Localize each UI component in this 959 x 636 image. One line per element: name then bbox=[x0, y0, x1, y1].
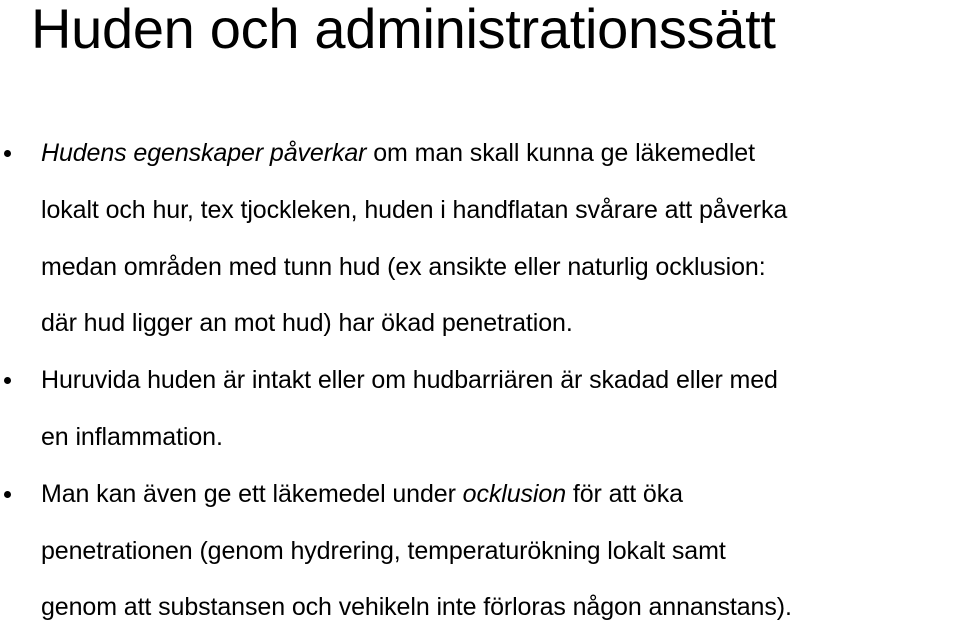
text-line: penetrationen (genom hydrering, temperaturökning lokalt samt bbox=[41, 536, 726, 565]
italic-phrase: Hudens egenskaper påverkar bbox=[41, 139, 367, 167]
bullet-item-skin-barrier bbox=[0, 352, 959, 466]
line-text: Man kan även ge ett läkemedel under bbox=[41, 479, 463, 508]
text-line: en inflammation. bbox=[41, 422, 223, 451]
bullet-icon bbox=[4, 491, 11, 498]
text-line: Huruvida huden är intakt eller om hudbarriären är skadad eller med bbox=[41, 366, 778, 395]
text-line: lokalt och hur, tex tjockleken, huden i handflatan svårare att påverka bbox=[41, 195, 788, 224]
bullet-list bbox=[0, 125, 959, 636]
line-text: för att öka bbox=[566, 479, 683, 508]
text-line: där hud ligger an mot hud) har ökad penetration. bbox=[41, 309, 573, 338]
text-line: genom att substansen och vehikeln inte förloras någon annanstans). bbox=[41, 593, 792, 622]
text-line bbox=[41, 125, 959, 182]
slide-title: Huden och administrationssätt bbox=[31, 0, 776, 60]
bullet-icon bbox=[4, 150, 11, 157]
text-line: medan områden med tunn hud (ex ansikte eller naturlig ocklusion: bbox=[41, 252, 766, 281]
text-line bbox=[41, 466, 959, 523]
bullet-item-occlusion bbox=[0, 466, 959, 636]
italic-phrase: ocklusion bbox=[462, 479, 566, 508]
bullet-icon bbox=[4, 377, 11, 384]
line-text: om man skall kunna ge läkemedlet bbox=[366, 139, 755, 167]
bullet-item-skin-properties bbox=[0, 125, 959, 352]
